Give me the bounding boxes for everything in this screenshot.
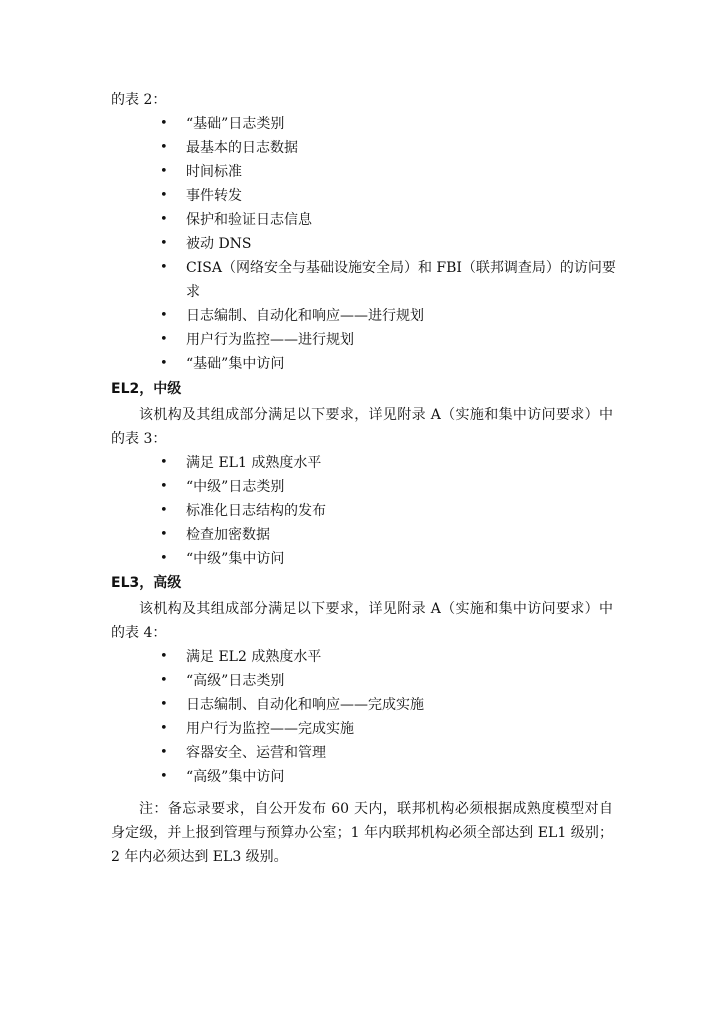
- bullet-icon: •: [160, 164, 168, 179]
- list-item: • 日志编制、自动化和响应——进行规划: [160, 304, 616, 328]
- el2-heading: EL2，中级: [111, 381, 182, 397]
- list-item: • “基础”日志类别: [160, 112, 616, 136]
- el3-heading: EL3，高级: [111, 575, 182, 591]
- list-item: • 容器安全、运营和管理: [160, 741, 616, 765]
- list-item: • “基础”集中访问: [160, 352, 616, 376]
- el3-intro: 该机构及其组成部分满足以下要求，详见附录 A（实施和集中访问要求）中的表 4：: [111, 601, 613, 641]
- list-item: • 用户行为监控——进行规划: [160, 328, 616, 352]
- bullet-icon: •: [160, 551, 168, 566]
- list-item: • CISA（网络安全与基础设施安全局）和 FBI（联邦调查局）的访问要求: [160, 256, 616, 304]
- bullet-icon: •: [160, 308, 168, 323]
- bullet-icon: •: [160, 212, 168, 227]
- list-item: • “中级”集中访问: [160, 547, 616, 571]
- list-item: • 满足 EL1 成熟度水平: [160, 451, 616, 475]
- list-item: • 满足 EL2 成熟度水平: [160, 645, 616, 669]
- bullet-icon: •: [160, 769, 168, 784]
- bullet-icon: •: [160, 116, 168, 131]
- el3-requirements-list: [160, 645, 616, 789]
- list-item: • 被动 DNS: [160, 232, 616, 256]
- list-item: • 事件转发: [160, 184, 616, 208]
- list-item: • “高级”日志类别: [160, 669, 616, 693]
- bullet-icon: •: [160, 188, 168, 203]
- bullet-icon: •: [160, 356, 168, 371]
- el1-requirements-list: [160, 112, 616, 376]
- bullet-icon: •: [160, 503, 168, 518]
- bullet-icon: •: [160, 140, 168, 155]
- note-paragraph: 注：备忘录要求，自公开发布 60 天内，联邦机构必须根据成熟度模型对自身定级，并上报到管理与预算办公室；1 年内联邦机构必须全部达到 EL1 级别；2 年内必须达到 EL3 级别。: [111, 801, 613, 865]
- bullet-icon: •: [160, 455, 168, 470]
- list-item: • 最基本的日志数据: [160, 136, 616, 160]
- list-item: • 保护和验证日志信息: [160, 208, 616, 232]
- bullet-icon: •: [160, 527, 168, 542]
- bullet-icon: •: [160, 745, 168, 760]
- bullet-icon: •: [160, 260, 168, 275]
- list-item: • “中级”日志类别: [160, 475, 616, 499]
- bullet-icon: •: [160, 236, 168, 251]
- list-item: • 日志编制、自动化和响应——完成实施: [160, 693, 616, 717]
- bullet-icon: •: [160, 697, 168, 712]
- bullet-icon: •: [160, 721, 168, 736]
- intro-continuation: 的表 2：: [111, 92, 167, 108]
- list-item: • 时间标准: [160, 160, 616, 184]
- list-item: • 用户行为监控——完成实施: [160, 717, 616, 741]
- bullet-icon: •: [160, 673, 168, 688]
- list-item: • 检查加密数据: [160, 523, 616, 547]
- list-item: • “高级”集中访问: [160, 765, 616, 789]
- bullet-icon: •: [160, 332, 168, 347]
- bullet-icon: •: [160, 649, 168, 664]
- el2-requirements-list: [160, 451, 616, 571]
- el2-intro: 该机构及其组成部分满足以下要求，详见附录 A（实施和集中访问要求）中的表 3：: [111, 407, 613, 447]
- bullet-icon: •: [160, 479, 168, 494]
- list-item: • 标准化日志结构的发布: [160, 499, 616, 523]
